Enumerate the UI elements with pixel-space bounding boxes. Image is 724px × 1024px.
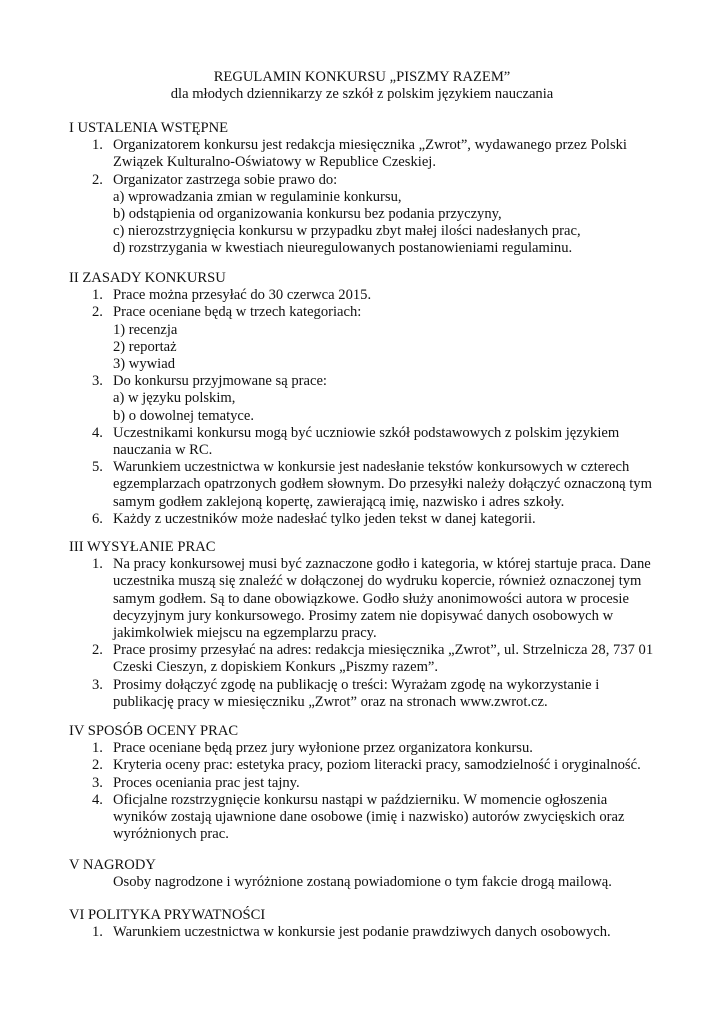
item-line: Czeski Cieszyn, z dopiskiem Konkurs „Piszmy razem”. <box>113 659 439 676</box>
item-line: egzemplarzach opatrzonych godłem słownym. Do przesyłki należy dołączyć oznaczoną tym <box>113 476 652 493</box>
section-2 <box>69 270 669 528</box>
item-line: Oficjalne rozstrzygnięcie konkursu nastąpi w październiku. W momencie ogłoszenia <box>113 791 608 808</box>
item-line: Warunkiem uczestnictwa w konkursie jest nadesłanie tekstów konkursowych w czterech <box>113 459 630 476</box>
item-line: a) w języku polskim, <box>113 390 236 407</box>
section-5-heading: V NAGRODY <box>69 857 156 873</box>
title-block <box>0 69 724 103</box>
section-4-list <box>69 740 669 843</box>
section-6-heading: VI POLITYKA PRYWATNOŚCI <box>69 907 266 923</box>
section-5-text: Osoby nagrodzone i wyróżnione zostaną powiadomione o tym fakcie drogą mailową. <box>113 874 612 891</box>
item-number: 4. <box>92 791 103 808</box>
list-item <box>69 740 669 757</box>
item-line: Prace oceniane będą przez jury wyłonione przez organizatora konkursu. <box>113 740 533 757</box>
section-2-list <box>69 287 669 528</box>
section-1-list <box>69 137 669 257</box>
list-item <box>69 677 669 711</box>
item-line: publikację pracy w miesięczniku „Zwrot” oraz na stronach www.zwrot.cz. <box>113 693 548 710</box>
item-number: 5. <box>92 459 103 476</box>
document-subtitle: dla młodych dziennikarzy ze szkół z polskim językiem nauczania <box>170 86 554 103</box>
item-line: Kryteria oceny prac: estetyka pracy, poziom literacki pracy, samodzielność i oryginalność. <box>113 757 641 774</box>
item-line: wyników zostają ujawnione dane osobowe (imię i nazwisko) autorów zwycięskich oraz <box>113 809 625 826</box>
item-number: 1. <box>92 740 103 757</box>
item-line: Prosimy dołączyć zgodę na publikację o treści: Wyrażam zgodę na wykorzystanie i <box>113 676 600 693</box>
item-line: Związek Kulturalno-Oświatowy w Republice Czeskiej. <box>113 154 437 171</box>
item-line: c) nierozstrzygnięcia konkursu w przypadku zbyt małej ilości nadesłanych prac, <box>113 223 581 240</box>
item-line: samym godłem. Są to dane obowiązkowe. Godło służy anonimowości autora w procesie <box>113 590 629 607</box>
item-line: b) o dowolnej tematyce. <box>113 407 255 424</box>
item-line: jakimkolwiek miejscu na egzemplarzu pracy. <box>113 625 377 642</box>
item-line: Uczestnikami konkursu mogą być uczniowie szkół podstawowych z polskim językiem <box>113 424 620 441</box>
item-number: 3. <box>92 373 103 390</box>
list-item <box>69 459 669 511</box>
item-line: 3) wywiad <box>113 356 176 373</box>
section-2-heading: II ZASADY KONKURSU <box>69 270 226 286</box>
item-number: 3. <box>92 676 103 693</box>
item-line: Warunkiem uczestnictwa w konkursie jest podanie prawdziwych danych osobowych. <box>113 924 611 941</box>
item-number: 6. <box>92 510 103 527</box>
section-4 <box>69 723 669 843</box>
document-title: REGULAMIN KONKURSU „PISZMY RAZEM” <box>213 69 511 85</box>
item-number: 2. <box>92 304 103 321</box>
item-line: Organizatorem konkursu jest redakcja miesięcznika „Zwrot”, wydawanego przez Polski <box>113 137 627 154</box>
item-number: 4. <box>92 424 103 441</box>
item-line: 2) reportaż <box>113 338 177 355</box>
item-number: 1. <box>92 137 103 154</box>
item-line: Prace prosimy przesyłać na adres: redakcja miesięcznika „Zwrot”, ul. Strzelnicza 28, 737 01 <box>113 642 654 659</box>
list-item <box>69 373 669 425</box>
section-1 <box>69 120 669 258</box>
item-number: 2. <box>92 642 103 659</box>
list-item <box>69 511 669 528</box>
item-line: Na pracy konkursowej musi być zaznaczone godło i kategoria, w której startuje praca. Dane <box>113 556 651 573</box>
list-item <box>69 642 669 676</box>
list-item <box>69 172 669 258</box>
list-item <box>69 924 669 941</box>
list-item <box>69 304 669 373</box>
section-5 <box>69 857 669 891</box>
item-number: 2. <box>92 171 103 188</box>
list-item <box>69 287 669 304</box>
item-line: b) odstąpienia od organizowania konkursu bez podania przyczyny, <box>113 206 502 223</box>
item-line: samym godłem zaklejoną kopertę, zawierającą imię, nazwisko i adres szkoły. <box>113 493 565 510</box>
item-line: wyróżnionych prac. <box>113 826 229 843</box>
section-6-list <box>69 924 669 941</box>
item-line: Prace można przesyłać do 30 czerwca 2015. <box>113 287 372 304</box>
item-line: Każdy z uczestników może nadesłać tylko jeden tekst w danej kategorii. <box>113 510 536 527</box>
list-item <box>69 425 669 459</box>
list-item <box>69 137 669 171</box>
item-number: 1. <box>92 287 103 304</box>
item-line: decyzyjnym jury konkursowego. Prosimy zatem nie dopisywać danych osobowych w <box>113 607 614 624</box>
item-line: uczestnika muszą się znaleźć w dołączonej do wydruku kopercie, również oznaczonej tym <box>113 573 642 590</box>
item-line: Organizator zastrzega sobie prawo do: <box>113 171 338 188</box>
item-line: Do konkursu przyjmowane są prace: <box>113 373 327 390</box>
item-number: 3. <box>92 774 103 791</box>
item-line: d) rozstrzygania w kwestiach nieuregulowanych postanowieniami regulaminu. <box>113 240 573 257</box>
item-line: a) wprowadzania zmian w regulaminie konkursu, <box>113 188 402 205</box>
item-number: 1. <box>92 556 103 573</box>
section-1-heading: I USTALENIA WSTĘPNE <box>69 120 229 136</box>
section-3-list <box>69 556 669 711</box>
item-line: nauczania w RC. <box>113 442 213 459</box>
section-6 <box>69 907 669 941</box>
section-3-heading: III WYSYŁANIE PRAC <box>69 539 216 555</box>
item-line: Proces oceniania prac jest tajny. <box>113 774 300 791</box>
section-3 <box>69 539 669 711</box>
list-item <box>69 792 669 844</box>
list-item <box>69 556 669 642</box>
item-number: 2. <box>92 757 103 774</box>
list-item <box>69 775 669 792</box>
list-item <box>69 757 669 774</box>
item-line: Prace oceniane będą w trzech kategoriach: <box>113 304 362 321</box>
item-line: 1) recenzja <box>113 321 178 338</box>
item-number: 1. <box>92 924 103 941</box>
section-4-heading: IV SPOSÓB OCENY PRAC <box>69 723 239 739</box>
